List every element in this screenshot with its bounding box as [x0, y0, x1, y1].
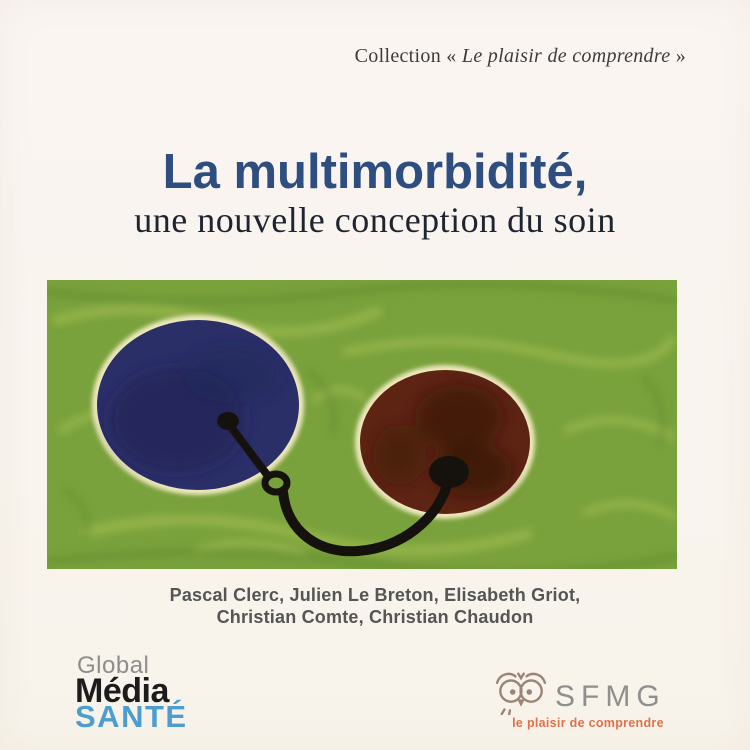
sfmg-name: SFMG	[555, 680, 666, 713]
collection-line	[355, 45, 686, 68]
publisher-global: Global	[77, 652, 150, 679]
book-subtitle: une nouvelle conception du soin	[134, 200, 616, 240]
sfmg-tagline: le plaisir de comprendre	[512, 716, 664, 730]
sfmg-logo	[489, 669, 687, 730]
stethoscope-circles-illustration	[47, 280, 677, 569]
book-title: La multimorbidité,	[162, 145, 588, 199]
authors-line-1: Pascal Clerc, Julien Le Breton, Elisabeth Griot,	[169, 585, 581, 605]
publisher-media: Média	[75, 672, 169, 710]
cover-painting	[47, 280, 677, 569]
authors-line-2: Christian Comte, Christian Chaudon	[216, 607, 534, 627]
collection-series-title: Le plaisir de comprendre	[461, 45, 671, 67]
publisher-sante: SANTÉ	[75, 699, 188, 734]
publisher-logo	[75, 654, 188, 732]
collection-prefix: Collection «	[354, 45, 462, 67]
owl-icon	[489, 669, 553, 715]
collection-suffix: »	[670, 45, 686, 67]
stethoscope-chestpiece	[429, 456, 469, 488]
authors-block	[0, 584, 750, 628]
